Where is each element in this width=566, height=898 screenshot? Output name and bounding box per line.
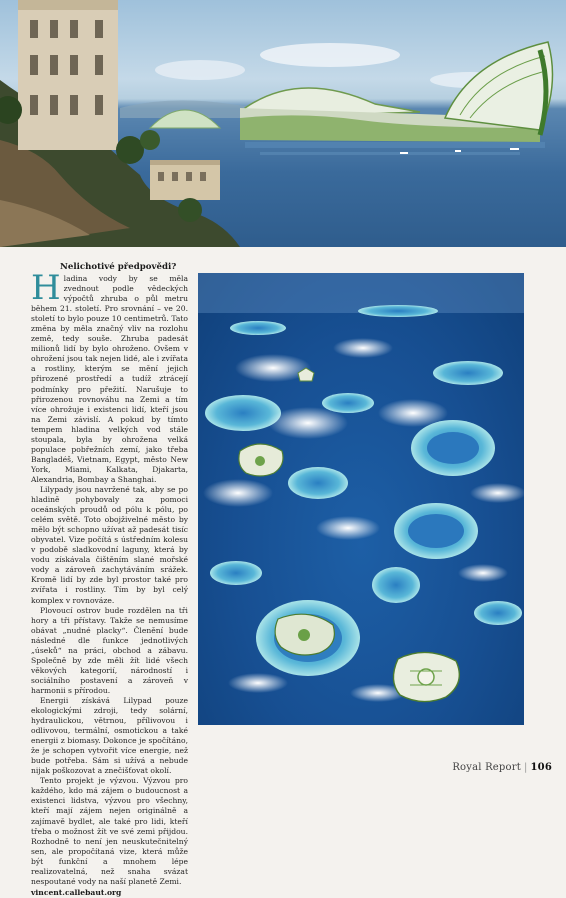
magazine-name: Royal Report: [452, 762, 521, 773]
drop-cap-letter: H: [31, 268, 61, 308]
page-footer: [452, 762, 552, 773]
aerial-photo-lilypads: [198, 273, 524, 725]
lilypad-city-4: [393, 652, 459, 701]
page-number: 106: [530, 762, 552, 773]
floating-city-illustration: [0, 0, 566, 247]
lilypad-city-3: [275, 614, 334, 655]
article-paragraph-3: Plovoucí ostrov bude rozdělen na tři hory a tři přístavy. Takže se nemusíme obávat „nudné placky“. Členění bude následné dle funkce jednotlivých „úseků“ na práci, obchod a zábavu. Společně by zde měli žít lidé všech věkových kategorií, národností i sociálního postavení a zároveň v harmonii s přírodou.: [31, 605, 188, 695]
article-paragraph-4: Energii získává Lilypad pouze ekologickými zdroji, tedy solární, hydraulickou, větrnou, přílivovou i odlivovou, termální, osmotickou a také energii z biomasy. Dokonce je spočítáno, že je schopen vytvořit více energie, než bude potřeba. Sám si užívá a nebude nijak poškozovat a znečišťovat okolí.: [31, 695, 188, 776]
footer-separator: |: [523, 762, 528, 773]
lilypad-city-2: [239, 444, 283, 476]
article-column: [31, 262, 188, 898]
article-paragraph-1: [31, 268, 188, 485]
top-photo-floating-city: [0, 0, 566, 247]
article-paragraph-2: Lilypady jsou navržené tak, aby se po hladině pohybovaly za pomoci oceánských proudů od pólu k pólu, po celém světě. Toto obojživelné město by mělo být schopno užívat až padesát tisíc obyvatel. Vize počítá s ústředním kolesu v podobě sladkovodní laguny, která by vodu získávala čištěním slané mořské vody a zároveň zachytáváním srážek. Kromě lidí by zde byl prostor také pro zvířata i rostliny. Tím by byl celý komplex v rovnováze.: [31, 484, 188, 605]
article-paragraph-5: Tento projekt je výzvou. Výzvou pro každého, kdo má zájem o budoucnost a existenci lidstva, výzvou pro všechny, kteří mají zájem nejen originálně a zajímavě bydlet, ale také pro lidi, kteří třeba o možnost žít ve své zemi přijdou. Rozhodně to není jen neuskutečnitelný sen, ale propočítaná vize, která může být funkční a mnohem lépe realizovatelná, než snaha svázat nespoutané vody na naší planetě Zemi.: [31, 776, 188, 886]
source-credit: vincent.callebaut.org: [31, 887, 122, 897]
article-heading: Nelichotivé předpovědi?: [60, 262, 177, 272]
aerial-lilypad-illustration: [198, 273, 524, 725]
article-paragraph-1-text: ladina vody by se měla zvednout podle vědeckých výpočtů zhruba o půl metru během 21. století. Pro srovnání – ve 20. století to bylo pouze 10 centimetrů. Tato změna by měla značný vliv na rozlohu země, tedy souše. Zhruba padesát milionů lidí by bylo ohroženo. Ovšem v ohrožení jsou tak nejen lidé, ale i zvířata a rostliny, kterým se mění jejich přirozené prostředí a tudíž ztrácejí podmínky pro přežití. Narušuje to přirozenou rovnováhu na Zemi a tím více ohrožuje i existenci lidí, kteří jsou na Zemi závislí. A pokud by tímto tempem hladina velkých vod stále stoupala, byla by ohrožena velká populace pobřežních zemí, jako třeba Bangladéš, Vietnam, Egypt, město New York, Miami, Kalkata, Djakarta, Alexandria, Bombay a Shanghai.: [31, 274, 188, 484]
